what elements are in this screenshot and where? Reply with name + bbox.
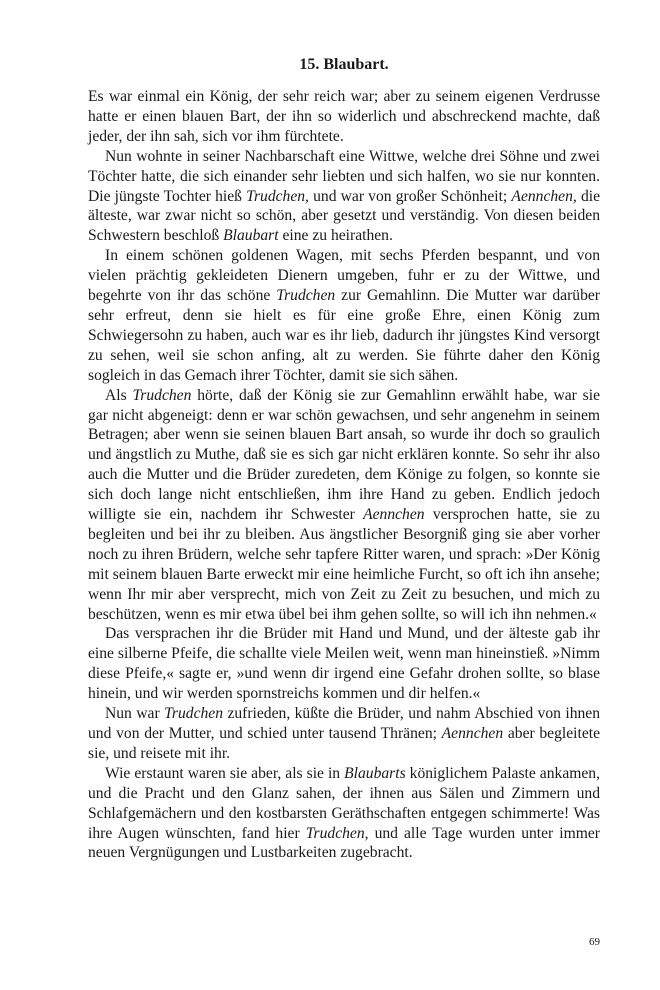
paragraph-2 — [88, 147, 600, 247]
paragraph-3-text-1: In einem schönen goldenen Wagen, mit sechs Pferden bespannt, und von vielen prächtig gekleideten Dienern umgeben, fuhr er zu der Wittwe, und begehrte von ihr das schöne — [88, 247, 600, 305]
paragraph-6-emphasis-aennchen: Aennchen — [441, 725, 504, 742]
paragraph-2-text-1: Nun wohnte in seiner Nachbarschaft eine Wittwe, welche drei Söhne und zwei Töchter hatte, die sich einander sehr liebten und sich halfen, wo sie nur konnten. Die jüngste Tochter hieß — [88, 147, 600, 205]
paragraph-7-text-1: Wie erstaunt waren sie aber, als sie in — [105, 764, 345, 782]
paragraph-5-text: Das versprachen ihr die Brüder mit Hand und Mund, und der älteste gab ihr eine silberne Pfeife, die schallte viele Meilen weit, wenn man hineinstieß. »Nimm diese Pfeife,« sagte er, »und wenn dir irgend eine Gefahr drohen sollte, so blase hinein, und wir werden spornstreichs kommen und dir helfen.« — [88, 625, 600, 703]
paragraph-4-text-1: Als — [105, 386, 133, 404]
paragraph-2-emphasis-trudchen: Trudchen, — [246, 187, 309, 205]
paragraph-6-emphasis-trudchen: Trudchen — [164, 705, 224, 723]
paragraph-1-text: Es war einmal ein König, der sehr reich war; aber zu seinem eigenen Verdrusse hatte er einen blauen Bart, der ihn so widerlich und abschreckend machte, daß jeder, der ihn sah, sich vor ihm fürchtete. — [88, 88, 600, 145]
chapter-title: 15. Blaubart. — [299, 56, 389, 73]
paragraph-7-emphasis-blaubarts: Blaubarts — [344, 764, 406, 782]
paragraph-4-text-2: hörte, daß der König sie zur Gemahlinn erwählt habe, war sie gar nicht abgeneigt: denn er war schön gewachsen, und sehr angenehm in seinem Betragen; aber wenn sie seinen blauen Bart ansah, so wurde ihr doch so graulich und ängstlich zu Muthe, daß sie es sich gar nicht erklären konnte. So sehr ihr also auch die Mutter und die Brüder zuredeten, dem Könige zu folgen, so konnte sie sich doch lange nicht entschließen, ihm ihre Hand zu geben. Endlich jedoch willigte sie ein, nachdem ihr Schwester — [88, 386, 601, 524]
paragraph-4-emphasis-trudchen: Trudchen — [132, 386, 192, 404]
paragraph-4-emphasis-aennchen: Aennchen — [363, 506, 425, 524]
paragraph-6-text-1: Nun war — [105, 705, 165, 723]
book-page — [88, 55, 600, 863]
paragraph-6-text-2: zufrieden, küßte die Brüder, und nahm Abschied von ihnen und von der Mutter, und schied unter tausend Thränen; — [88, 705, 601, 742]
paragraph-4-text-3: versprochen hatte, sie zu begleiten und bei ihr zu bleiben. Aus ängstlicher Besorgniß ging sie aber vorher noch zu ihren Brüdern, welche sehr tapfere Ritter waren, und sprach: »Der König mit seinem blauen Barte erweckt mir eine heimliche Furcht, so oft ich ihn ansehe; wenn Ihr mir aber versprecht, mich von Zeit zu Zeit zu besuchen, und mich zu beschützen, wenn es mir etwa übel bei ihm gehen sollte, so will ich ihn nehmen.« — [88, 506, 601, 623]
paragraph-2-text-4: eine zu heirathen. — [278, 227, 393, 245]
paragraph-6 — [88, 704, 600, 764]
page-number: 69 — [589, 936, 600, 948]
paragraph-3-emphasis-trudchen: Trudchen — [276, 287, 336, 305]
paragraph-3-text-2: zur Gemahlinn. Die Mutter war darüber sehr erfreut, denn sie hielt es für eine große Ehre, einen König zum Schwiegersohn zu haben, auch war es ihr lieb, dadurch ihr jüngstes Kind versorgt zu sehen, weil sie schon anfing, alt zu werden. Sie führte daher den König sogleich in das Gemach ihrer Töchter, damit sie sich sähen. — [88, 287, 600, 384]
paragraph-7-text-2: königlichem Palaste ankamen, und die Pracht und den Glanz sahen, der ihnen aus Sälen und Zimmern und Schlafgemächern und den kostbarsten Geräthschaften entgegen schimmerte! Was ihre Augen wünschten, fand hier — [88, 764, 600, 842]
paragraph-7-text-3: und alle Tage wurden unter immer neuen Vergnügungen und Lustbarkeiten zugebracht. — [88, 824, 600, 862]
paragraph-2-text-2: und war von großer Schönheit; — [308, 187, 512, 205]
paragraph-5 — [88, 624, 600, 704]
paragraph-3 — [88, 246, 600, 385]
paragraph-4 — [88, 386, 600, 625]
paragraph-2-emphasis-blaubart: Blaubart — [223, 227, 279, 245]
paragraph-1 — [88, 87, 600, 147]
paragraph-6-text-3: aber begleitete sie, und reisete mit ihr. — [88, 725, 600, 762]
paragraph-7-emphasis-trudchen: Trudchen, — [305, 824, 369, 842]
paragraph-7 — [88, 764, 600, 864]
paragraph-2-text-3: die älteste, war zwar nicht so schön, aber gesetzt und verständig. Von diesen beiden Schwestern beschloß — [88, 187, 600, 245]
paragraph-2-emphasis-aennchen: Aennchen, — [511, 187, 577, 205]
